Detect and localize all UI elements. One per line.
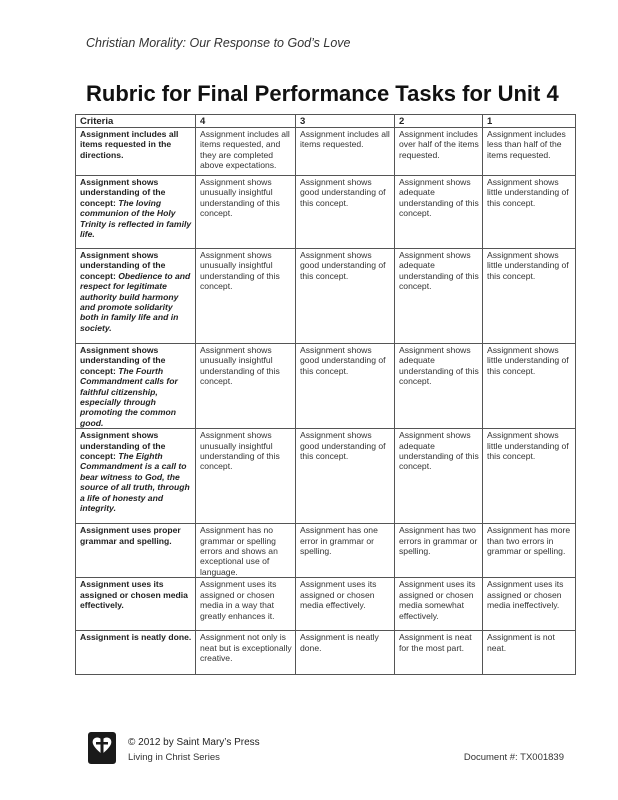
column-header-3: 3 bbox=[296, 115, 395, 128]
criteria-text: Assignment shows understanding of the concept: bbox=[80, 177, 166, 208]
criteria-text: Assignment is neatly done. bbox=[80, 632, 192, 643]
score-3-cell: Assignment has one error in grammar or spelling. bbox=[296, 524, 395, 578]
table-row bbox=[76, 631, 576, 675]
criteria-text: Assignment uses proper grammar and spelling. bbox=[80, 525, 181, 546]
criteria-cell bbox=[76, 524, 196, 578]
series-header: Christian Morality: Our Response to God’s Love bbox=[86, 36, 351, 50]
score-1-cell: Assignment includes less than half of the items requested. bbox=[483, 128, 576, 176]
table-row bbox=[76, 128, 576, 176]
table-row bbox=[76, 524, 576, 578]
score-2-cell: Assignment has two errors in grammar or spelling. bbox=[395, 524, 483, 578]
score-2-cell: Assignment includes over half of the items requested. bbox=[395, 128, 483, 176]
score-1-cell: Assignment uses its assigned or chosen media ineffectively. bbox=[483, 578, 576, 631]
criteria-text: Assignment uses its assigned or chosen media effectively. bbox=[80, 579, 188, 611]
score-2-cell: Assignment shows adequate understanding of this concept. bbox=[395, 344, 483, 429]
column-header-1: 1 bbox=[483, 115, 576, 128]
score-4-cell: Assignment not only is neat but is exceptionally creative. bbox=[196, 631, 296, 675]
criteria-cell bbox=[76, 128, 196, 176]
column-header-2: 2 bbox=[395, 115, 483, 128]
table-row bbox=[76, 176, 576, 249]
criteria-concept: Obedience to and respect for legitimate authority build harmony and promote solidarity both in family life and in society. bbox=[80, 270, 191, 333]
score-1-cell: Assignment shows little understanding of this concept. bbox=[483, 176, 576, 249]
score-2-cell: Assignment shows adequate understanding of this concept. bbox=[395, 249, 483, 344]
criteria-cell bbox=[76, 429, 196, 524]
score-2-cell: Assignment shows adequate understanding of this concept. bbox=[395, 176, 483, 249]
score-2-cell: Assignment shows adequate understanding of this concept. bbox=[395, 429, 483, 524]
table-row bbox=[76, 429, 576, 524]
score-4-cell: Assignment shows unusually insightful understanding of this concept. bbox=[196, 249, 296, 344]
criteria-cell bbox=[76, 578, 196, 631]
criteria-cell bbox=[76, 631, 196, 675]
table-row bbox=[76, 578, 576, 631]
score-3-cell: Assignment shows good understanding of this concept. bbox=[296, 249, 395, 344]
criteria-cell bbox=[76, 344, 196, 429]
page-title: Rubric for Final Performance Tasks for Unit 4 bbox=[86, 81, 559, 106]
score-3-cell: Assignment is neatly done. bbox=[296, 631, 395, 675]
score-4-cell: Assignment has no grammar or spelling errors and shows an exceptional use of language. bbox=[196, 524, 296, 578]
criteria-text: Assignment shows understanding of the concept: bbox=[80, 345, 166, 376]
column-header-4: 4 bbox=[196, 115, 296, 128]
score-1-cell: Assignment shows little understanding of this concept. bbox=[483, 429, 576, 524]
criteria-text: Assignment shows understanding of the concept: bbox=[80, 430, 166, 462]
series-name: Living in Christ Series bbox=[128, 752, 220, 763]
criteria-concept: The Fourth Commandment calls for faithful citizenship, especially through promoting the common good. bbox=[80, 365, 178, 428]
criteria-cell bbox=[76, 176, 196, 249]
score-1-cell: Assignment is not neat. bbox=[483, 631, 576, 675]
table-row bbox=[76, 249, 576, 344]
score-3-cell: Assignment includes all items requested. bbox=[296, 128, 395, 176]
score-4-cell: Assignment shows unusually insightful understanding of this concept. bbox=[196, 429, 296, 524]
criteria-cell bbox=[76, 249, 196, 344]
criteria-concept: The Eighth Commandment is a call to bear witness to God, the source of all truth, through a life of honesty and integrity. bbox=[80, 451, 190, 514]
saint-marys-press-logo-icon bbox=[87, 731, 117, 765]
table-header-row bbox=[76, 115, 576, 128]
score-3-cell: Assignment shows good understanding of this concept. bbox=[296, 344, 395, 429]
score-4-cell: Assignment shows unusually insightful understanding of this concept. bbox=[196, 344, 296, 429]
table-row bbox=[76, 344, 576, 429]
document-number: Document #: TX001839 bbox=[463, 752, 564, 763]
score-3-cell: Assignment shows good understanding of this concept. bbox=[296, 429, 395, 524]
score-4-cell: Assignment uses its assigned or chosen media in a way that greatly enhances it. bbox=[196, 578, 296, 631]
score-2-cell: Assignment uses its assigned or chosen media somewhat effectively. bbox=[395, 578, 483, 631]
score-1-cell: Assignment shows little understanding of this concept. bbox=[483, 344, 576, 429]
score-4-cell: Assignment includes all items requested, and they are completed above expectations. bbox=[196, 128, 296, 176]
column-header-criteria: Criteria bbox=[76, 115, 196, 128]
criteria-text: Assignment includes all items requested in the directions. bbox=[80, 129, 179, 160]
criteria-text: Assignment shows understanding of the concept: bbox=[80, 250, 166, 281]
score-2-cell: Assignment is neat for the most part. bbox=[395, 631, 483, 675]
score-4-cell: Assignment shows unusually insightful understanding of this concept. bbox=[196, 176, 296, 249]
copyright-text: © 2012 by Saint Mary’s Press bbox=[128, 737, 260, 748]
criteria-concept: The loving communion of the Holy Trinity is reflected in family life. bbox=[80, 197, 192, 240]
rubric-table bbox=[75, 114, 576, 675]
score-3-cell: Assignment uses its assigned or chosen media effectively. bbox=[296, 578, 395, 631]
score-3-cell: Assignment shows good understanding of this concept. bbox=[296, 176, 395, 249]
score-1-cell: Assignment has more than two errors in grammar or spelling. bbox=[483, 524, 576, 578]
score-1-cell: Assignment shows little understanding of this concept. bbox=[483, 249, 576, 344]
